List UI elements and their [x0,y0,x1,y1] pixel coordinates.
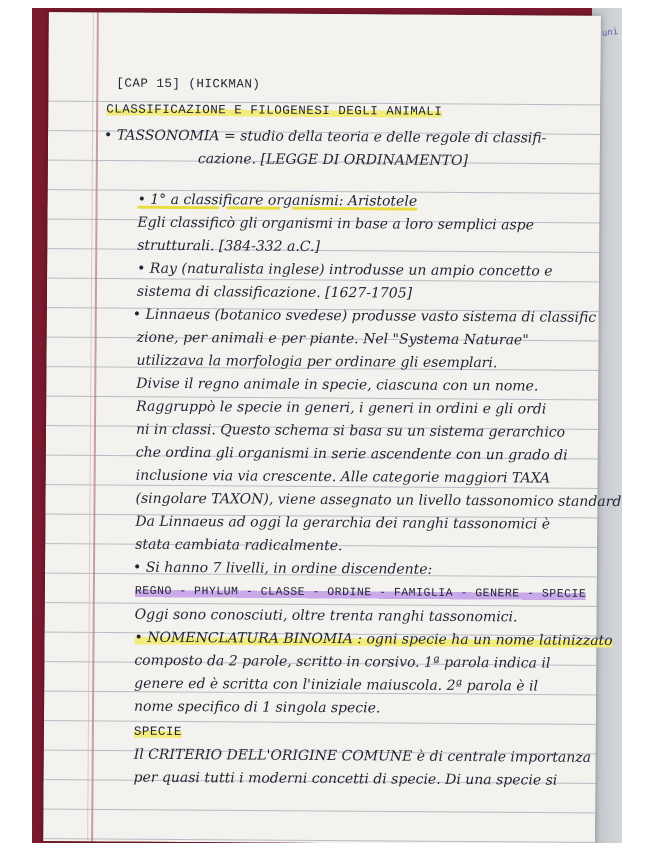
note-line [138,191,622,213]
note-line: • Linnaeus (botanico svedese) produsse vasto sistema di classific [132,306,597,326]
note-line: Raggruppò le specie in generi, i generi in ordini e gli ordi [136,398,547,418]
taxonomic-ranks [135,583,622,605]
note-line-text: • NOMENCLATURA BINOMIA : ogni specie ha un nome latinizzato [134,629,613,650]
section-heading [134,723,622,745]
note-line: • Ray (naturalista inglese) introdusse un ampio concetto e [137,260,553,280]
note-line: stata cambiata radicalmente. [135,536,343,555]
note-line: strutturali. [384-332 a.C.] [137,237,321,255]
note-line: zione, per animali e per piante. Nel "Systema Naturae" [136,329,529,349]
note-line: nome specifico di 1 singola specie. [133,698,381,717]
section-heading-text: SPECIE [133,724,182,740]
chapter-header: [CAP 15] (HICKMAN) [116,76,261,92]
note-line: Oggi sono conosciuti, oltre trenta ranghi tassonomici. [134,606,518,626]
taxonomic-ranks-text: REGNO - PHYLUM - CLASSE - ORDINE - FAMIGLIA - GENERE - SPECIE [134,584,587,601]
page-title-text: CLASSIFICAZIONE E FILOGENESI DEGLI ANIMALI [106,102,443,119]
page-title [106,100,622,122]
note-line: che ordina gli organismi in serie ascendente con un grado di [135,444,568,464]
note-line: Divise il regno animale in specie, ciascuna con un nome. [136,375,539,395]
note-line: utilizzava la morfologia per ordinare gli esemplari. [136,352,498,372]
note-line: genere ed è scritta con l'iniziale maiuscola. 2ª parola è il [134,675,539,695]
note-line: cazione. [LEGGE DI ORDINAMENTO] [197,151,469,170]
note-line: • Si hanno 7 livelli, in ordine discendente: [132,559,433,578]
note-line: Il CRITERIO DELL'ORIGINE COMUNE è di centrale importanza [133,746,592,766]
photo-frame [32,8,622,843]
note-line: Da Linnaeus ad oggi la gerarchia dei ranghi tassonomici è [135,513,551,533]
note-line: Egli classificò gli organismi in base a loro semplici aspe [137,214,534,234]
note-line-text: • 1° a classificare organismi: Aristotele [137,191,418,210]
note-line: ni in classi. Questo schema si basa su un sistema gerarchico [135,421,566,441]
note-line: • TASSONOMIA = studio della teoria e delle regole di classifi- [103,127,547,147]
desk-note: uni [601,26,619,40]
note-line: sistema di classificazione. [1627-1705] [136,283,413,302]
note-line: inclusione via via crescente. Alle categorie maggiori TAXA [135,467,551,487]
note-line [134,629,622,651]
note-line: composto da 2 parole, scritto in corsivo. 1ª parola indica il [134,652,551,672]
note-line: (singolare TAXON), viene assegnato un livello tassonomico standard [135,490,622,511]
note-line: per quasi tutti i moderni concetti di specie. Di una specie si [133,769,558,789]
